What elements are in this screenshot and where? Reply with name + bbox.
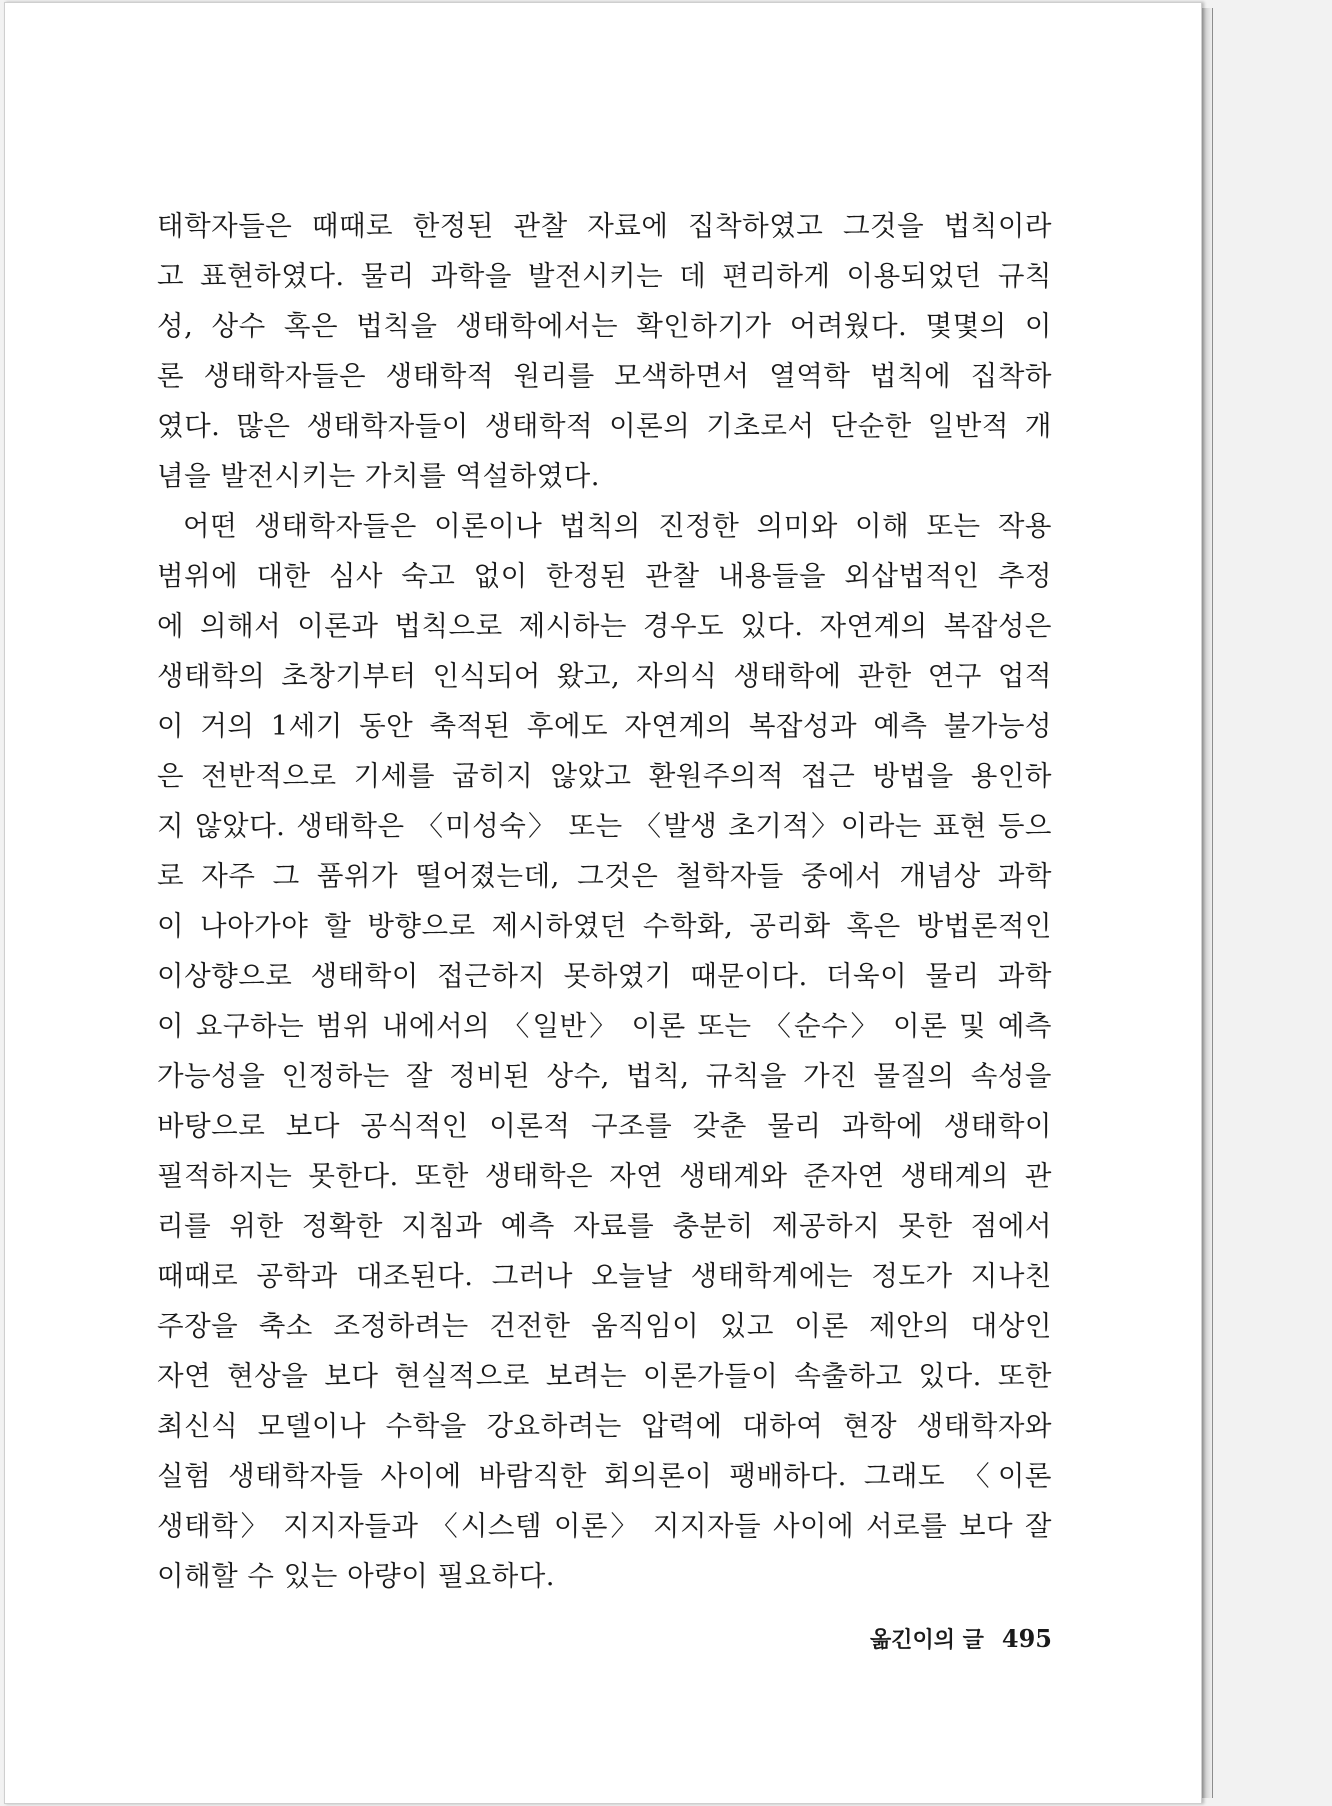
page-footer: [705, 1623, 1052, 1654]
text-line: 생태학의 초창기부터 인식되어 왔고, 자의식 생태학에 관한 연구 업적: [157, 660, 1052, 692]
text-line: 로 자주 그 품위가 떨어졌는데, 그것은 철학자들 중에서 개념상 과학: [157, 860, 1052, 892]
text-line: 태학자들은 때때로 한정된 관찰 자료에 집착하였고 그것을 법칙이라: [157, 210, 1052, 242]
text-line: 이 거의 1세기 동안 축적된 후에도 자연계의 복잡성과 예측 불가능성: [157, 710, 1052, 742]
text-line: 범위에 대한 심사 숙고 없이 한정된 관찰 내용들을 외삽법적인 추정: [157, 560, 1052, 592]
text-line: 였다. 많은 생태학자들이 생태학적 이론의 기초로서 단순한 일반적 개: [157, 410, 1052, 442]
text-line: 이상향으로 생태학이 접근하지 못하였기 때문이다. 더욱이 물리 과학: [157, 960, 1052, 992]
text-line: 이 나아가야 할 방향으로 제시하였던 수학화, 공리화 혹은 방법론적인: [157, 910, 1052, 942]
text-line: 고 표현하였다. 물리 과학을 발전시키는 데 편리하게 이용되었던 규칙: [157, 260, 1052, 292]
text-line: 때때로 공학과 대조된다. 그러나 오늘날 생태학계에는 정도가 지나친: [157, 1260, 1052, 1292]
text-line: 이해할 수 있는 아량이 필요하다.: [157, 1560, 556, 1592]
text-line: 성, 상수 혹은 법칙을 생태학에서는 확인하기가 어려웠다. 몇몇의 이: [157, 310, 1052, 342]
text-line: 가능성을 인정하는 잘 정비된 상수, 법칙, 규칙을 가진 물질의 속성을: [157, 1060, 1052, 1092]
section-label: 옮긴이의 글: [869, 1628, 984, 1653]
text-line: 론 생태학자들은 생태학적 원리를 모색하면서 열역학 법칙에 집착하: [157, 360, 1052, 392]
text-line: 최신식 모델이나 수학을 강요하려는 압력에 대하여 현장 생태학자와: [157, 1410, 1052, 1442]
text-line: 에 의해서 이론과 법칙으로 제시하는 경우도 있다. 자연계의 복잡성은: [157, 610, 1052, 642]
text-line: 자연 현상을 보다 현실적으로 보려는 이론가들이 속출하고 있다. 또한: [157, 1360, 1052, 1392]
text-line: 은 전반적으로 기세를 굽히지 않았고 환원주의적 접근 방법을 용인하: [157, 760, 1052, 792]
text-line: 주장을 축소 조정하려는 건전한 움직임이 있고 이론 제안의 대상인: [157, 1310, 1052, 1342]
book-page: [4, 2, 1202, 1804]
text-line: 이 요구하는 범위 내에서의 〈일반〉 이론 또는 〈순수〉 이론 및 예측: [157, 1010, 1052, 1042]
body-text: [157, 201, 1052, 1601]
text-line: 리를 위한 정확한 지침과 예측 자료를 충분히 제공하지 못한 점에서: [157, 1210, 1052, 1242]
page-number: 495: [1001, 1624, 1052, 1653]
text-line: 생태학〉 지지자들과 〈시스템 이론〉 지지자들 사이에 서로를 보다 잘: [157, 1510, 1052, 1542]
text-line: 지 않았다. 생태학은 〈미성숙〉 또는 〈발생 초기적〉이라는 표현 등으: [157, 810, 1052, 842]
text-line: 어떤 생태학자들은 이론이나 법칙의 진정한 의미와 이해 또는 작용: [183, 510, 1052, 542]
text-line: 필적하지는 못한다. 또한 생태학은 자연 생태계와 준자연 생태계의 관: [157, 1160, 1052, 1192]
text-line: 념을 발전시키는 가치를 역설하였다.: [157, 460, 600, 492]
text-line: 실험 생태학자들 사이에 바람직한 회의론이 팽배하다. 그래도 〈이론: [157, 1460, 1052, 1492]
text-line: 바탕으로 보다 공식적인 이론적 구조를 갖춘 물리 과학에 생태학이: [157, 1110, 1052, 1142]
